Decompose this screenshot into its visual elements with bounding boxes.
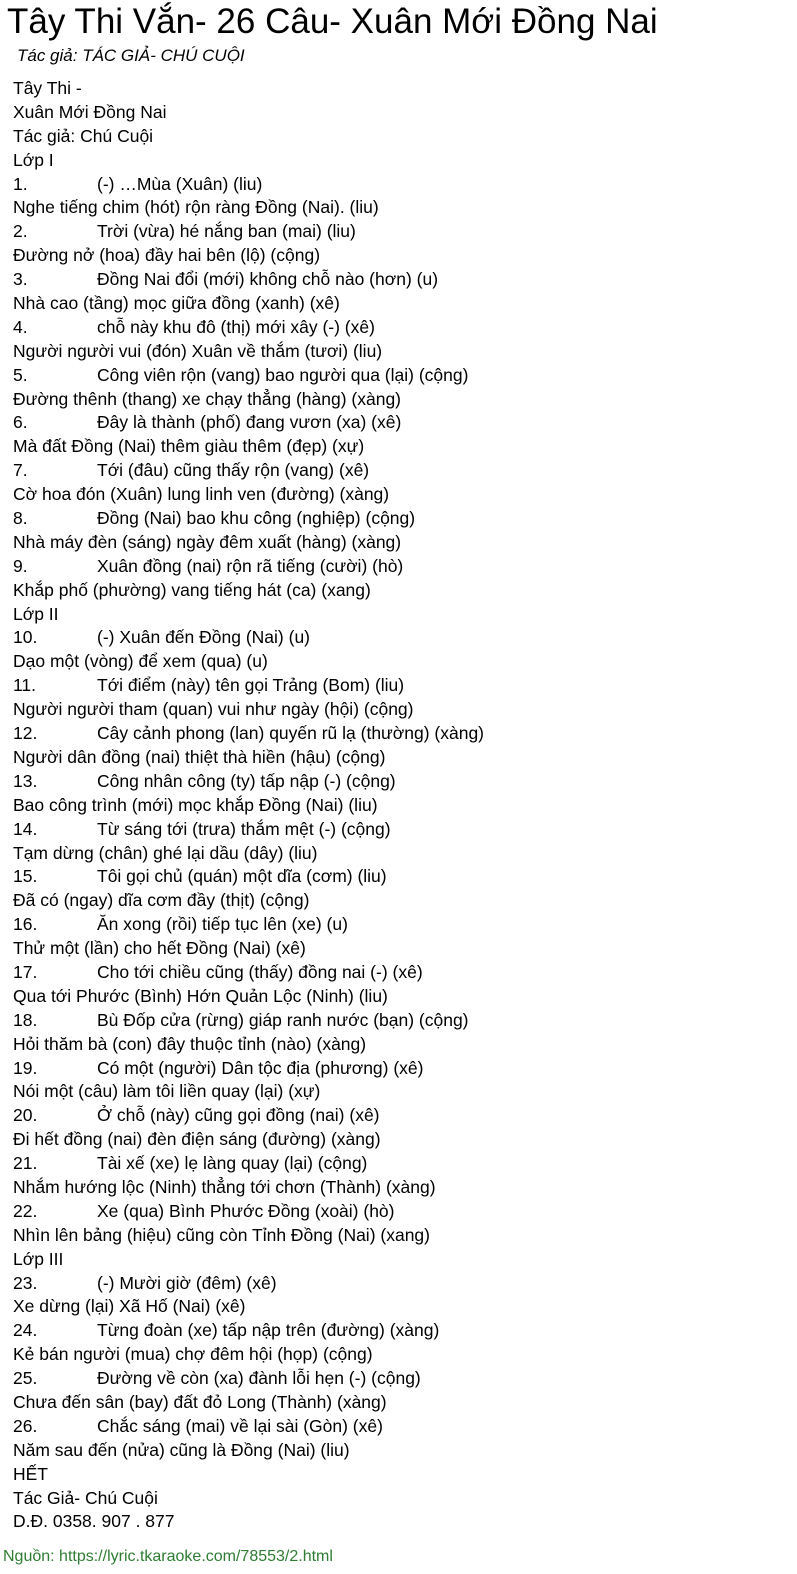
verse-second-line: Nói một (câu) làm tôi liền quay (lại) (xự): [13, 1081, 321, 1102]
verse-number: 7.: [13, 460, 28, 481]
verse-number: 16.: [13, 914, 38, 935]
verse-second-line: Hỏi thăm bà (con) đây thuộc tỉnh (nào) (xàng): [13, 1033, 367, 1054]
verse-second-line: Chưa đến sân (bay) đất đỏ Long (Thành) (xàng): [13, 1391, 387, 1412]
verse-text: Công viên rộn (vang) bao người qua (lại) (cộng): [97, 364, 469, 385]
verse-first-line: [13, 316, 484, 340]
verse-second-line: Đã có (ngay) dĩa cơm đầy (thịt) (cộng): [13, 890, 310, 911]
verse-first-line: [13, 1104, 484, 1128]
verse-second-line: Cờ hoa đón (Xuân) lung linh ven (đường) (xàng): [13, 484, 390, 505]
verse-second-line: Người người tham (quan) vui như ngày (hội) (cộng): [13, 699, 414, 720]
verse-first-line: [13, 555, 484, 579]
verse-text: Tới (đâu) cũng thấy rộn (vang) (xê): [97, 460, 370, 481]
verse-number: 18.: [13, 1009, 38, 1030]
section-label: Lớp I: [13, 149, 54, 170]
verse-first-line: [13, 674, 484, 698]
verse-first-line: [13, 626, 484, 650]
verse-text: Cây cảnh phong (lan) quyến rũ lạ (thường) (xàng): [97, 723, 485, 744]
verse-first-line: [13, 1152, 484, 1176]
verse-text: Ăn xong (rồi) tiếp tục lên (xe) (u): [97, 914, 348, 935]
verse-number: 1.: [13, 173, 28, 194]
verse-text: Trời (vừa) hé nắng ban (mai) (liu): [97, 221, 356, 242]
verse-text: Tới điểm (này) tên gọi Trảng (Bom) (liu): [97, 675, 405, 696]
verse-second-line: Đường thênh (thang) xe chạy thẳng (hàng) (xàng): [13, 388, 401, 409]
verse-text: Công nhân công (ty) tấp nập (-) (cộng): [97, 770, 396, 791]
verse-text: Đây là thành (phố) đang vươn (xa) (xê): [97, 412, 402, 433]
verse-second-line: Nhìn lên bảng (hiệu) cũng còn Tỉnh Đồng (Nai) (xang): [13, 1224, 430, 1245]
author-line: Tác giả: TÁC GIẢ- CHÚ CUỘI: [17, 46, 245, 65]
verse-number: 12.: [13, 723, 38, 744]
verse-text: Từ sáng tới (trưa) thắm mệt (-) (cộng): [97, 818, 391, 839]
verse-second-line: Nhắm hướng lộc (Ninh) thẳng tới chơn (Thành) (xàng): [13, 1176, 436, 1197]
verse-number: 10.: [13, 627, 38, 648]
verse-text: Đồng Nai đổi (mới) không chỗ nào (hơn) (u): [97, 269, 439, 290]
verse-second-line: Thử một (lần) cho hết Đồng (Nai) (xê): [13, 938, 306, 959]
verse-first-line: [13, 1415, 484, 1439]
verse-second-line: Tạm dừng (chân) ghé lại dầu (dây) (liu): [13, 842, 318, 863]
ending-line: D.Đ. 0358. 907 . 877: [13, 1511, 175, 1532]
verse-number: 25.: [13, 1368, 38, 1389]
verse-first-line: [13, 913, 484, 937]
verse-second-line: Nhà cao (tầng) mọc giữa đồng (xanh) (xê): [13, 293, 340, 314]
verse-number: 5.: [13, 364, 28, 385]
verse-first-line: [13, 1367, 484, 1391]
verse-first-line: [13, 507, 484, 531]
ending-line: HẾT: [13, 1463, 48, 1484]
verse-first-line: [13, 770, 484, 794]
verse-number: 19.: [13, 1057, 38, 1078]
verse-number: 15.: [13, 866, 38, 887]
verse-text: Đồng (Nai) bao khu công (nghiệp) (cộng): [97, 508, 416, 529]
verse-second-line: Khắp phố (phường) vang tiếng hát (ca) (xang): [13, 579, 371, 600]
source-link[interactable]: Nguồn: https://lyric.tkaraoke.com/78553/2.html: [3, 1548, 333, 1565]
verse-number: 9.: [13, 555, 28, 576]
verse-first-line: [13, 1009, 484, 1033]
verse-number: 11.: [13, 675, 37, 696]
section-label: Lớp III: [13, 1248, 64, 1269]
verse-text: chỗ này khu đô (thị) mới xây (-) (xê): [97, 316, 375, 337]
verse-text: Cho tới chiều cũng (thấy) đồng nai (-) (xê): [97, 961, 423, 982]
verse-first-line: [13, 961, 484, 985]
verse-text: Xe (qua) Bình Phước Đồng (xoài) (hò): [97, 1200, 395, 1221]
verse-second-line: Người người vui (đón) Xuân về thắm (tươi) (liu): [13, 340, 383, 361]
verse-second-line: Qua tới Phước (Bình) Hớn Quản Lộc (Ninh) (liu): [13, 985, 388, 1006]
verse-text: Chắc sáng (mai) về lại sài (Gòn) (xê): [97, 1415, 383, 1436]
verse-number: 17.: [13, 961, 38, 982]
verse-first-line: [13, 722, 484, 746]
verse-number: 23.: [13, 1272, 38, 1293]
verse-first-line: [13, 268, 484, 292]
verse-text: (-) …Mùa (Xuân) (liu): [97, 173, 263, 194]
verse-second-line: Đường nở (hoa) đầy hai bên (lộ) (cộng): [13, 245, 321, 266]
header-line: Tây Thi -: [13, 78, 82, 98]
verse-second-line: Dạo một (vòng) để xem (qua) (u): [13, 651, 268, 672]
verse-first-line: [13, 364, 484, 388]
verse-text: Đường về còn (xa) đành lỗi hẹn (-) (cộng): [97, 1368, 421, 1389]
verse-number: 4.: [13, 316, 28, 337]
page-title: Tây Thi Vắn- 26 Câu- Xuân Mới Đồng Nai: [7, 2, 658, 41]
verse-text: Ở chỗ (này) cũng gọi đồng (nai) (xê): [97, 1105, 380, 1126]
verse-first-line: [13, 459, 484, 483]
verse-second-line: Người dân đồng (nai) thiệt thà hiền (hậu) (cộng): [13, 746, 386, 767]
ending-line: Tác Giả- Chú Cuội: [13, 1487, 158, 1508]
verse-first-line: [13, 818, 484, 842]
verse-number: 21.: [13, 1153, 38, 1174]
verse-second-line: Mà đất Đồng (Nai) thêm giàu thêm (đẹp) (xự): [13, 436, 365, 457]
lyrics-body: [13, 77, 484, 1534]
verse-first-line: [13, 1200, 484, 1224]
verse-second-line: Nghe tiếng chim (hót) rộn ràng Đồng (Nai). (liu): [13, 197, 379, 218]
verse-text: Có một (người) Dân tộc địa (phương) (xê): [97, 1057, 424, 1078]
verse-number: 14.: [13, 818, 38, 839]
header-line: Tác giả: Chú Cuội: [13, 125, 154, 146]
verse-first-line: [13, 173, 484, 197]
verse-number: 6.: [13, 412, 28, 433]
verse-second-line: Bao công trình (mới) mọc khắp Đồng (Nai) (liu): [13, 794, 378, 815]
verse-first-line: [13, 1057, 484, 1081]
verse-first-line: [13, 220, 484, 244]
verse-number: 13.: [13, 770, 38, 791]
section-label: Lớp II: [13, 603, 59, 624]
verse-first-line: [13, 865, 484, 889]
verse-text: Tài xế (xe) lẹ làng quay (lại) (cộng): [97, 1153, 368, 1174]
verse-text: (-) Xuân đến Đồng (Nai) (u): [97, 627, 310, 648]
verse-first-line: [13, 1319, 484, 1343]
verse-number: 8.: [13, 508, 28, 529]
header-line: Xuân Mới Đồng Nai: [13, 101, 167, 122]
verse-number: 22.: [13, 1200, 38, 1221]
verse-number: 2.: [13, 221, 28, 242]
verse-number: 26.: [13, 1415, 38, 1436]
verse-text: Bù Đốp cửa (rừng) giáp ranh nước (bạn) (cộng): [97, 1009, 469, 1030]
verse-number: 20.: [13, 1105, 38, 1126]
verse-number: 24.: [13, 1320, 38, 1341]
verse-text: (-) Mười giờ (đêm) (xê): [97, 1272, 277, 1293]
verse-text: Tôi gọi chủ (quán) một dĩa (cơm) (liu): [97, 866, 387, 887]
verse-first-line: [13, 411, 484, 435]
verse-text: Xuân đồng (nai) rộn rã tiếng (cười) (hò): [97, 555, 404, 576]
verse-first-line: [13, 1272, 484, 1296]
verse-second-line: Nhà máy đèn (sáng) ngày đêm xuất (hàng) (xàng): [13, 531, 402, 552]
verse-text: Từng đoàn (xe) tấp nập trên (đường) (xàng): [97, 1320, 440, 1341]
verse-second-line: Kẻ bán người (mua) chợ đêm hội (họp) (cộng): [13, 1344, 373, 1365]
verse-second-line: Đi hết đồng (nai) đèn điện sáng (đường) (xàng): [13, 1129, 381, 1150]
verse-second-line: Xe dừng (lại) Xã Hố (Nai) (xê): [13, 1296, 246, 1317]
verse-second-line: Năm sau đến (nửa) cũng là Đồng (Nai) (liu): [13, 1439, 350, 1460]
verse-number: 3.: [13, 269, 28, 290]
